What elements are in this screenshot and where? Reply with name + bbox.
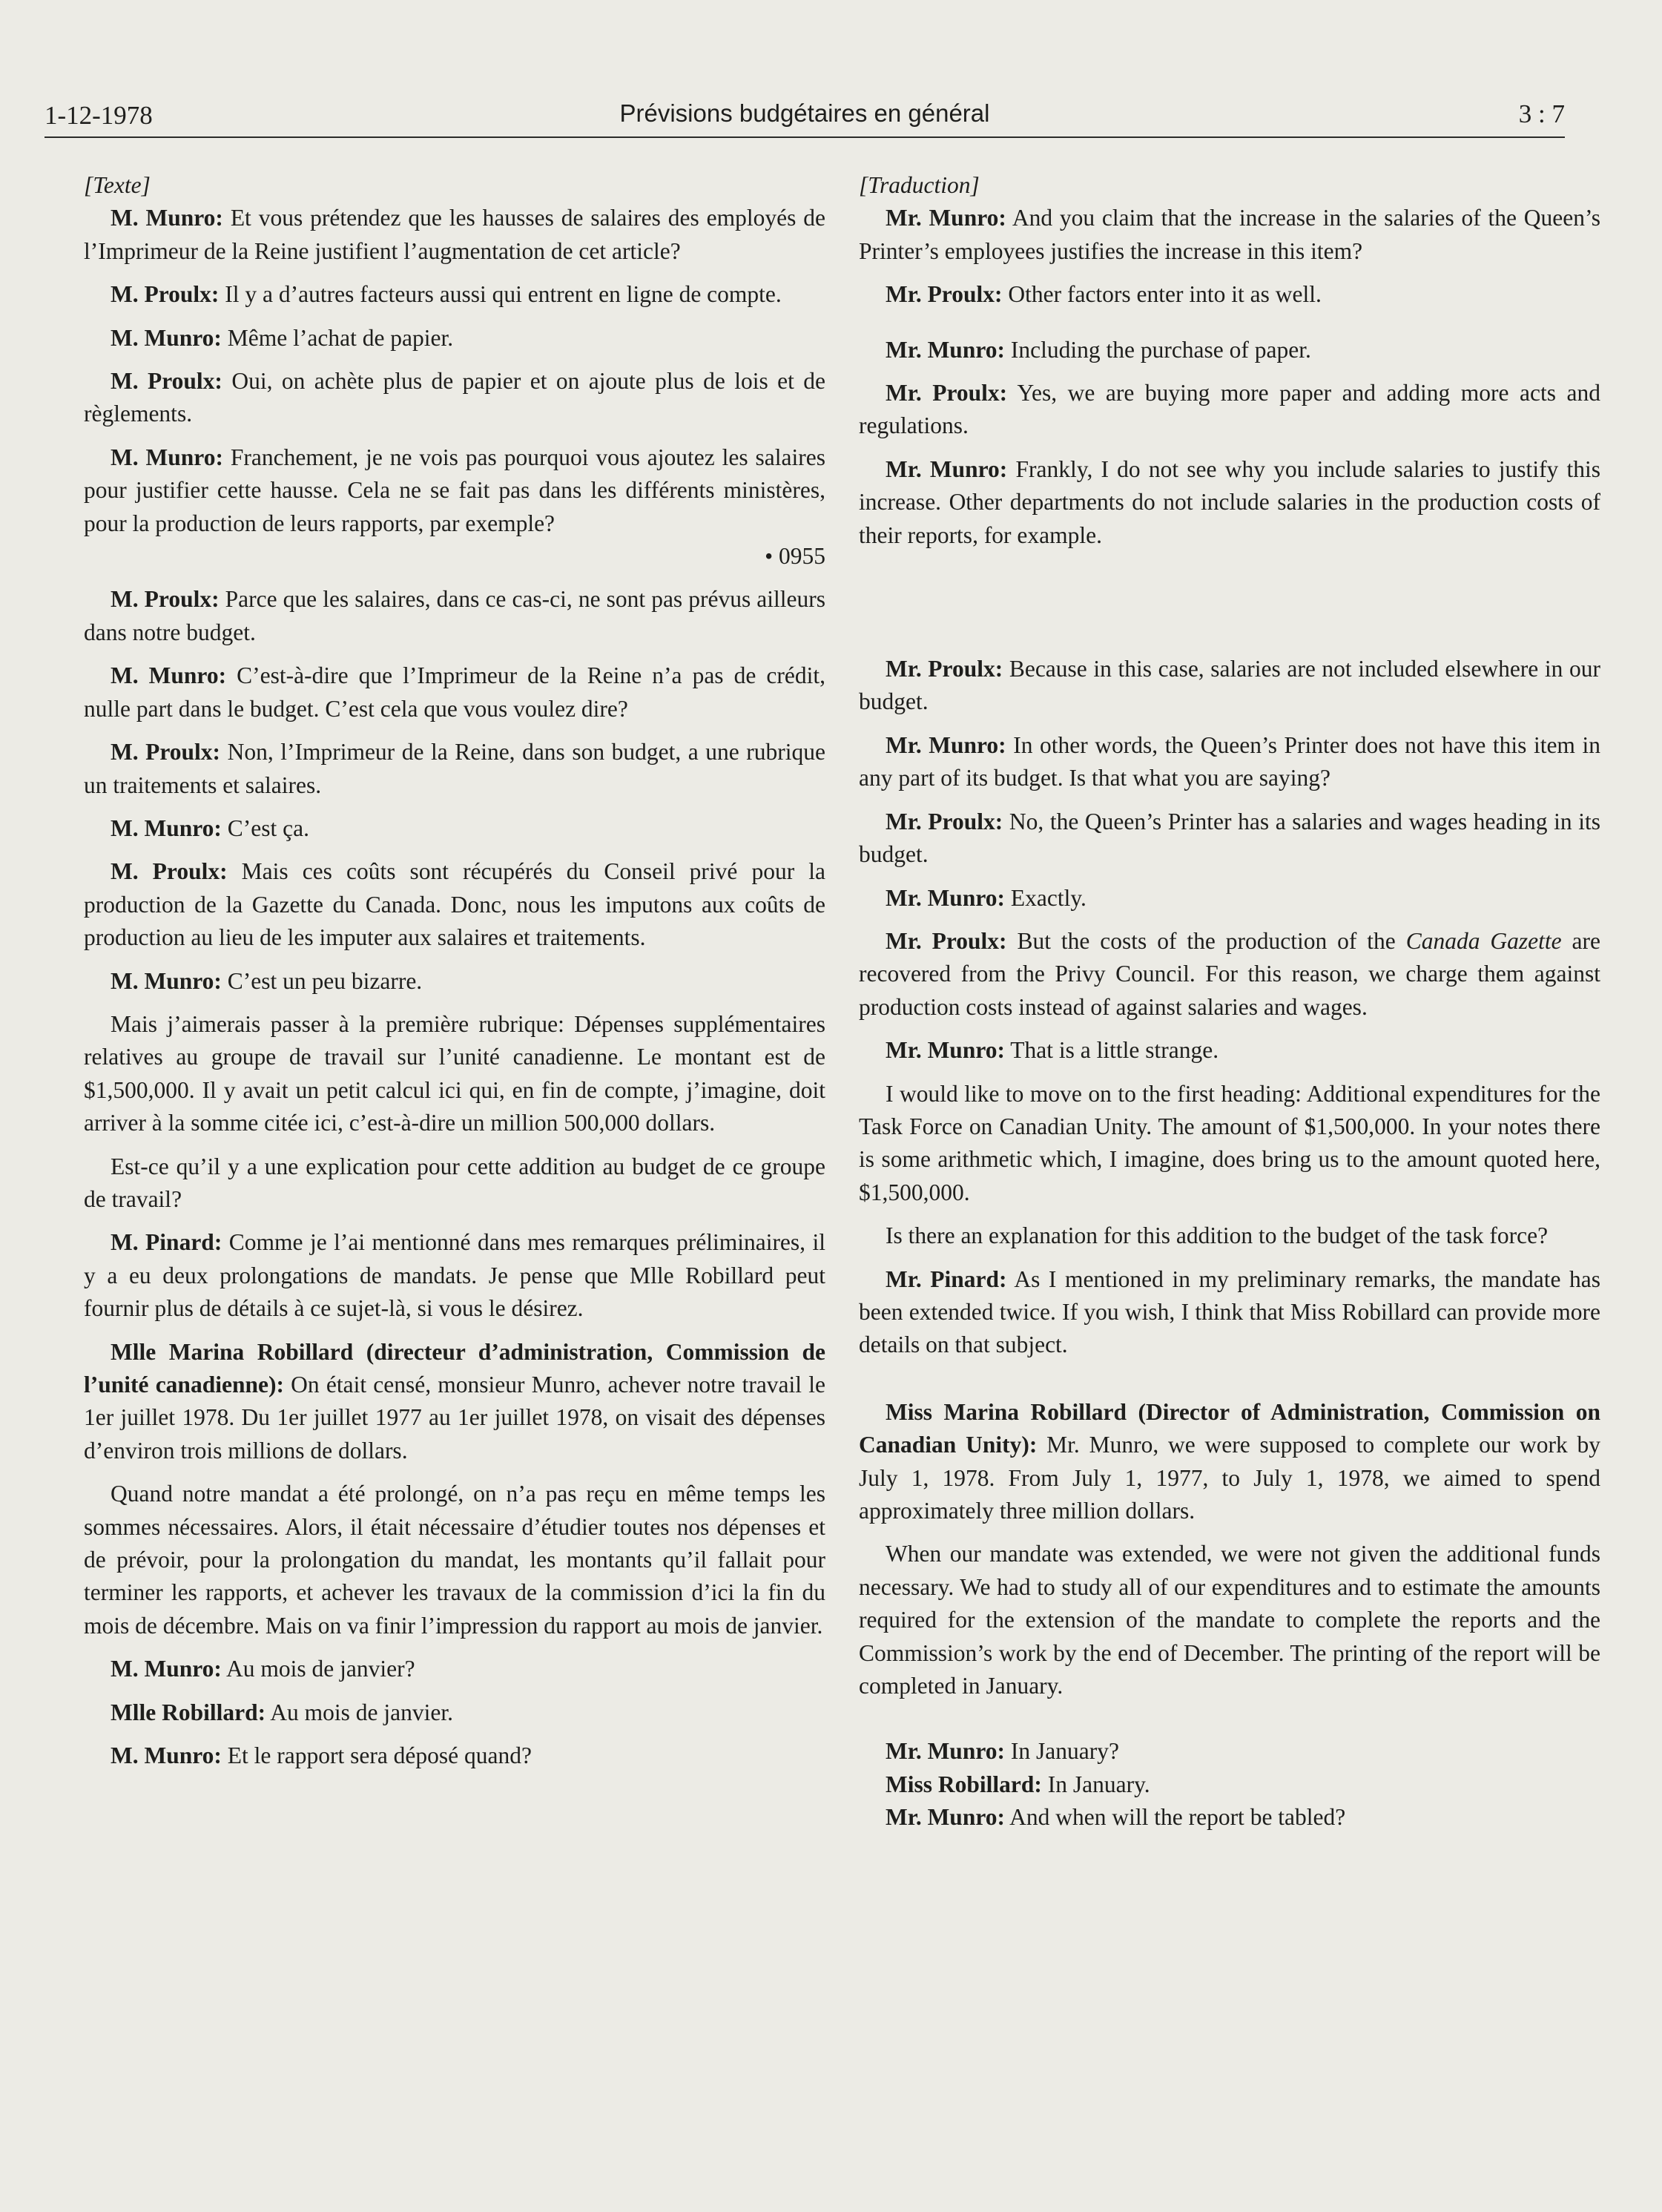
page-header — [44, 95, 1565, 138]
paragraph: I would like to move on to the first heading: Additional expenditures for the Task Force on Canadian Unity. The amount of $1,500,000. In your notes there is some arithmetic which, I imagine, does bring us to the amount quoted here, $1,500,000. — [859, 1080, 1600, 1205]
paragraph — [859, 729, 1600, 795]
header-date: 1-12-1978 — [44, 101, 153, 130]
speech-text: Yes, we are buying more paper and adding more acts and regulations. — [859, 380, 1600, 439]
paragraph — [859, 1735, 1600, 1768]
speech-text: And you claim that the increase in the salaries of the Queen’s Printer’s employees justifies the increase in this item? — [859, 205, 1600, 264]
paragraph — [84, 583, 825, 649]
paragraph: Is there an explanation for this addition to the budget of the task force? — [886, 1222, 1549, 1249]
paragraph: Mais j’aimerais passer à la première rubrique: Dépenses supplémentaires relatives au groupe de travail sur l’unité canadienne. Le montant est de $1,500,000. Il y avait un petit calcul ici qui, en fin de compte, j’imagine, doit arriver à la somme citée ici, c’est-à-dire un million 500,000 dollars. — [84, 1010, 825, 1136]
speech-text: C’est un peu bizarre. — [221, 967, 423, 994]
speaker-name: Mr. Munro: — [886, 336, 1005, 363]
speech-text: Comme je l’ai mentionné dans mes remarques préliminaires, il y a eu deux prolongations de mandats. Je pense que Mlle Robillard peut fournir plus de détails à ce sujet-là, si vous le désirez. — [84, 1229, 826, 1322]
tag-word: Traduction — [868, 172, 971, 198]
paragraph — [859, 202, 1600, 268]
speaker-name: M. Munro: — [111, 814, 222, 841]
paragraph — [859, 925, 1600, 1024]
paragraph — [859, 334, 1600, 366]
speaker-name: Miss Robillard: — [886, 1771, 1042, 1797]
tag-bracket: ] — [970, 172, 980, 198]
left-column-french — [84, 169, 825, 1772]
paragraph — [84, 1739, 825, 1772]
speech-text: Au mois de janvier. — [266, 1699, 453, 1725]
speaker-name: M. Proulx: — [111, 858, 228, 885]
speaker-name: M. Munro: — [111, 324, 222, 351]
speech-text: In January. — [1041, 1771, 1150, 1797]
speaker-name: Mr. Munro: — [886, 1738, 1005, 1765]
paragraph — [859, 1034, 1600, 1067]
speech-text: Exactly. — [1005, 884, 1086, 911]
paragraph — [84, 855, 825, 954]
paragraph — [859, 1801, 1600, 1834]
speech-text: Oui, on achète plus de papier et on ajoute plus de lois et de règlements. — [84, 368, 825, 427]
speech-text: Il y a d’autres facteurs aussi qui entrent en ligne de compte. — [219, 281, 782, 308]
speaker-name: M. Munro: — [111, 967, 222, 994]
speech-text: Même l’achat de papier. — [221, 324, 454, 351]
speech-text: Franchement, je ne vois pas pourquoi vous ajoutez les salaires pour justifier cette hausse. Cela ne se fait pas dans les différents ministères, pour la production de leurs rapports, par exemple? — [84, 444, 826, 536]
speaker-name: M. Munro: — [111, 1742, 222, 1769]
paragraph — [859, 882, 1600, 915]
speaker-name: Mr. Pinard: — [886, 1265, 1007, 1292]
speech-text: Other factors enter into it as well. — [1002, 281, 1322, 308]
section-tag — [859, 169, 1600, 202]
speaker-name: M. Proulx: — [111, 586, 220, 613]
speaker-name: Mr. Munro: — [886, 1037, 1005, 1064]
speech-text: Parce que les salaires, dans ce cas-ci, ne sont pas prévus ailleurs dans notre budget. — [84, 586, 826, 645]
speaker-name: Mr. Munro: — [886, 884, 1005, 911]
paragraph — [84, 322, 825, 355]
speaker-name: Miss Marina Robillard (Director of Administration, Commission on Canadian Unity): — [859, 1398, 1600, 1458]
timestamp: • 0955 — [765, 543, 825, 570]
speaker-name: Mr. Munro: — [886, 205, 1006, 231]
speaker-name: Mr. Proulx: — [886, 281, 1003, 308]
paragraph — [84, 365, 825, 431]
speech-text: C’est-à-dire que l’Imprimeur de la Reine n’a pas de crédit, nulle part dans le budget. C’est cela que vous voulez dire? — [84, 662, 825, 722]
speaker-name: M. Munro: — [111, 1656, 222, 1682]
speech-text: Because in this case, salaries are not included elsewhere in our budget. — [859, 656, 1600, 715]
speech-text: In other words, the Queen’s Printer does not have this item in any part of its budget. Is that what you are saying? — [859, 731, 1600, 791]
speaker-name: Mlle Robillard: — [111, 1699, 266, 1725]
speech-text: And when will the report be tabled? — [1005, 1804, 1346, 1831]
header-page-number: 3 : 7 — [1518, 99, 1565, 128]
paragraph — [859, 377, 1600, 443]
speaker-name: Mlle Marina Robillard (directeur d’administration, Commission de l’unité canadienne): — [84, 1338, 825, 1398]
speech-text: In January? — [1005, 1738, 1119, 1765]
speech-text: Mr. Munro, we were supposed to complete our work by July 1, 1978. From July 1, 1977, to July 1, 1978, we aimed to spend approximately three million dollars. — [859, 1432, 1600, 1524]
paragraph — [859, 1396, 1600, 1528]
paragraph — [859, 653, 1600, 719]
header-title: Prévisions budgétaires en général — [619, 99, 990, 127]
speech-text: Et vous prétendez que les hausses de salaires des employés de l’Imprimeur de la Reine justifient l’augmentation de cet article? — [84, 205, 825, 264]
paragraph: When our mandate was extended, we were not given the additional funds necessary. We had to study all of our expenditures and to estimate the amounts required for the extension of the mandate to complete the reports and the Commission’s work by the end of December. The printing of the report will be completed in January. — [859, 1541, 1600, 1699]
speaker-name: Mr. Proulx: — [886, 656, 1003, 682]
paragraph — [859, 278, 1600, 311]
speaker-name: M. Proulx: — [111, 739, 221, 766]
speaker-name: M. Proulx: — [111, 368, 222, 395]
paragraph — [84, 659, 825, 725]
speech-text: Et le rapport sera déposé quand? — [221, 1742, 532, 1769]
speaker-name: M. Proulx: — [111, 281, 220, 308]
paragraph — [859, 453, 1600, 552]
paragraph — [84, 1696, 825, 1729]
paragraph — [84, 441, 825, 540]
speech-text: But the costs of the production of the — [1006, 927, 1406, 954]
speech-text: are recovered from the Privy Council. For this reason, we charge them against production costs instead of against salaries and wages. — [859, 927, 1600, 1020]
paragraph — [84, 202, 825, 268]
speaker-name: M. Munro: — [111, 205, 223, 231]
speech-text: On était censé, monsieur Munro, achever notre travail le 1er juillet 1978. Du 1er juillet 1977 au 1er juillet 1978, on visait des dépenses d’environ trois millions de dollars. — [84, 1372, 825, 1464]
speaker-name: Mr. Munro: — [886, 1804, 1005, 1831]
paragraph — [84, 278, 825, 311]
speech-text: No, the Queen’s Printer has a salaries and wages heading in its budget. — [859, 808, 1600, 868]
speech-text: That is a little strange. — [1005, 1037, 1219, 1064]
paragraph — [84, 1653, 825, 1685]
speaker-name: Mr. Proulx: — [886, 808, 1003, 835]
speech-text: Au mois de janvier? — [221, 1656, 415, 1682]
paragraph — [84, 812, 825, 845]
speaker-name: Mr. Proulx: — [886, 380, 1008, 406]
speech-text: Non, l’Imprimeur de la Reine, dans son budget, a une rubrique un traitements et salaires. — [84, 739, 825, 798]
paragraph: Quand notre mandat a été prolongé, on n’a pas reçu en même temps les sommes nécessaires. Alors, il était nécessaire d’étudier toutes nos dépenses et de prévoir, pour la prolongation du mandat, les montants qu’il fallait pour terminer les rapports, et achever les travaux de la commission d’ici la fin du mois de décembre. Mais on va finir l’impression du rapport au mois de janvier. — [84, 1481, 825, 1639]
speaker-name: M. Munro: — [111, 444, 223, 470]
paragraph — [84, 965, 825, 998]
paragraph — [859, 806, 1600, 872]
speaker-name: M. Pinard: — [111, 1229, 222, 1256]
section-tag: [Texte] — [84, 172, 151, 198]
speech-text: Frankly, I do not see why you include salaries to justify this increase. Other departments do not include salaries in the production costs of their reports, for example. — [859, 455, 1601, 548]
publication-title: Canada Gazette — [1405, 927, 1562, 954]
paragraph — [84, 736, 825, 802]
paragraph — [84, 1226, 825, 1325]
tag-bracket: [ — [859, 172, 868, 198]
speech-text: C’est ça. — [221, 814, 309, 841]
speech-text: Mais ces coûts sont récupérés du Conseil privé pour la production de la Gazette du Canada. Donc, nous les imputons aux coûts de production au lieu de les imputer aux salaires et traitements. — [84, 858, 825, 951]
speaker-name: Mr. Proulx: — [886, 927, 1007, 954]
paragraph: Est-ce qu’il y a une explication pour cette addition au budget de ce groupe de travail? — [84, 1153, 825, 1212]
paragraph — [859, 1263, 1600, 1362]
speech-text: Including the purchase of paper. — [1005, 336, 1311, 363]
speaker-name: Mr. Munro: — [886, 455, 1008, 482]
paragraph — [84, 1336, 825, 1468]
paragraph — [859, 1768, 1600, 1801]
speaker-name: Mr. Munro: — [886, 731, 1006, 758]
right-column-english — [859, 169, 1600, 1834]
speech-text: As I mentioned in my preliminary remarks, the mandate has been extended twice. If you wish, I think that Miss Robillard can provide more details on that subject. — [859, 1265, 1600, 1358]
speaker-name: M. Munro: — [111, 662, 227, 689]
